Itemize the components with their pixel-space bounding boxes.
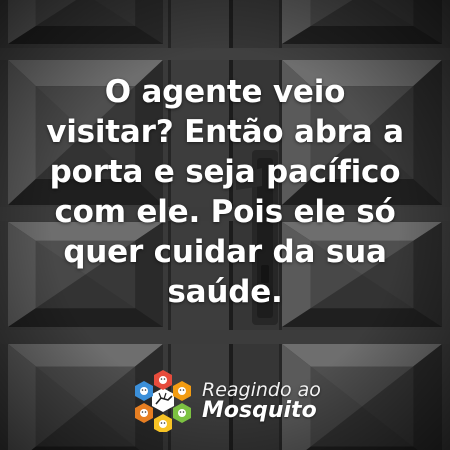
brand-logo	[130, 368, 330, 432]
hexagon-emoji-logo-icon	[130, 368, 196, 432]
headline-text: O agente veio visitar? Então abra a porta e seja pacífico com ele. Pois ele só quer cuidar da sua saúde.	[46, 74, 404, 310]
brand-name-line2: Mosquito	[202, 398, 317, 423]
brand-name-line1: Reagindo ao	[202, 379, 321, 401]
